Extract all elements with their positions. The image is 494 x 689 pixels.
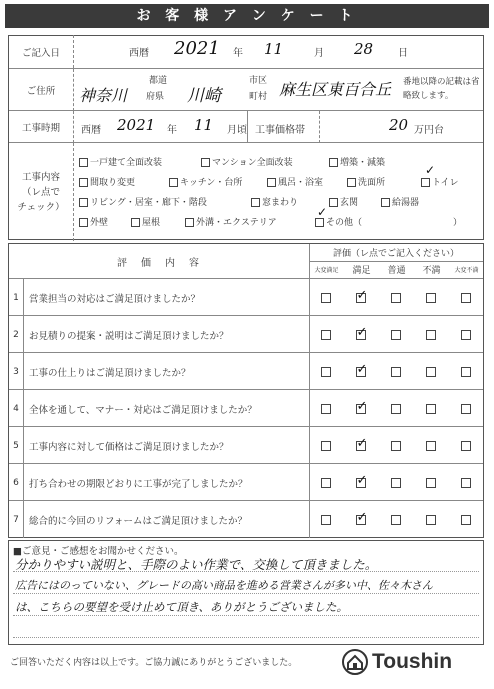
rating-cell <box>309 279 342 316</box>
rating-cell <box>344 316 377 353</box>
other-close-paren: ） <box>453 218 463 228</box>
rating-cell <box>379 464 412 501</box>
question-row <box>9 352 483 390</box>
rating-cell <box>379 501 412 538</box>
rating-checkbox[interactable] <box>321 367 331 377</box>
rating-check-mark: ✓ <box>356 472 368 488</box>
rating-checkbox[interactable] <box>426 441 436 451</box>
rating-neutral: 普通 <box>387 266 406 276</box>
option-toilet[interactable]: トイレ <box>421 175 459 188</box>
question-row <box>9 426 483 464</box>
rating-checkbox[interactable] <box>426 367 436 377</box>
rating-checkbox[interactable] <box>391 330 401 340</box>
comment-line-1: 分かりやすい説明と、手際のよい作業で、交換して頂きました。 <box>15 557 378 572</box>
rating-checkbox[interactable] <box>426 515 436 525</box>
rating-cell <box>414 501 447 538</box>
question-number: 6 <box>9 464 24 501</box>
evaluation-table <box>8 243 484 538</box>
rating-cell <box>379 353 412 390</box>
rating-dissatisfied: 不満 <box>422 266 441 276</box>
entry-date-label: ご記入日 <box>9 35 74 68</box>
option-house[interactable]: 一戸建て全面改装 <box>79 155 162 168</box>
rating-checkbox[interactable] <box>321 404 331 414</box>
rating-checkbox[interactable] <box>461 441 471 451</box>
rating-checkbox[interactable] <box>461 515 471 525</box>
option-layout[interactable]: 間取り変更 <box>79 175 135 188</box>
rating-check-mark: ✓ <box>356 361 368 377</box>
rating-checkbox[interactable] <box>461 293 471 303</box>
work-content-row <box>9 142 483 241</box>
option-extension[interactable]: 増築・減築 <box>329 155 385 168</box>
customer-info-section <box>8 35 484 240</box>
wc-label-3: チェック） <box>17 201 65 213</box>
option-window[interactable]: 窓まわり <box>251 195 298 208</box>
rating-checkbox[interactable] <box>321 330 331 340</box>
rating-cell <box>449 353 482 390</box>
rating-cell <box>449 279 482 316</box>
rating-checkbox[interactable] <box>426 478 436 488</box>
rating-cell <box>379 279 412 316</box>
period-month: 11 <box>194 116 214 134</box>
period-month-unit: 月頃 <box>227 125 247 136</box>
rating-checkbox[interactable] <box>461 330 471 340</box>
rating-cell <box>379 390 412 427</box>
rating-checkbox[interactable] <box>356 435 368 451</box>
brand-logo <box>342 646 484 678</box>
rating-check-mark: ✓ <box>356 435 368 451</box>
rating-satisfied: 満足 <box>352 266 371 276</box>
rating-very-dissatisfied: 大変不満 <box>454 267 479 274</box>
address-city: 川崎 <box>187 86 221 106</box>
address-pref: 神奈川 <box>79 86 128 105</box>
pref-suffix-top: 都道 <box>149 76 168 86</box>
rating-cell <box>344 427 377 464</box>
option-water-heater[interactable]: 給湯器 <box>381 195 419 208</box>
rating-checkbox[interactable] <box>426 330 436 340</box>
question-number: 3 <box>9 353 24 390</box>
option-bath[interactable]: 風呂・浴室 <box>267 175 323 188</box>
rating-cell <box>344 279 377 316</box>
rating-checkbox[interactable] <box>321 478 331 488</box>
question-number: 5 <box>9 427 24 464</box>
house-logo-icon <box>342 649 368 675</box>
rating-cell <box>414 390 447 427</box>
rating-checkbox[interactable] <box>391 441 401 451</box>
rating-cell <box>414 316 447 353</box>
option-exterior-wall[interactable]: 外壁 <box>79 215 108 228</box>
rating-checkbox[interactable] <box>321 515 331 525</box>
price-unit: 万円台 <box>414 125 444 136</box>
address-row <box>9 68 483 111</box>
question-text: 打ち合わせの期限どおりに工事が完了しましたか？ <box>29 478 248 490</box>
wc-label-2: （レ点で <box>21 186 60 198</box>
rating-cell <box>344 353 377 390</box>
question-text: 工事内容に対して価格はご満足頂けましたか？ <box>29 441 229 453</box>
rating-checkbox[interactable] <box>356 472 368 488</box>
rating-cell <box>309 501 342 538</box>
period-year-unit: 年 <box>167 125 177 136</box>
comments-section <box>8 540 484 645</box>
rating-very-satisfied: 大変満足 <box>314 267 339 274</box>
brand-name: Toushin <box>372 650 453 673</box>
rating-cell <box>309 464 342 501</box>
rating-cell <box>414 464 447 501</box>
rating-checkbox[interactable] <box>461 404 471 414</box>
period-era-label: 西暦 <box>81 125 101 136</box>
rating-checkbox[interactable] <box>391 515 401 525</box>
entry-month: 11 <box>264 40 284 58</box>
rating-checkbox[interactable] <box>321 293 331 303</box>
comment-line-3: は、こちらの要望を受け止めて頂き、ありがとうございました。 <box>15 600 349 614</box>
comments-label: ■ご意見・ご感想をお聞かせください。 <box>13 546 184 557</box>
price-value: 20 <box>389 116 409 134</box>
rating-checkbox[interactable] <box>461 478 471 488</box>
rating-cell <box>344 501 377 538</box>
comment-line-2: 広告にはのっていない、グレードの高い商品を進める営業さんが多い中、佐々木さん <box>15 579 433 592</box>
footer-note: ご回答いただく内容は以上です。ご協力誠にありがとうございました。 <box>10 658 298 668</box>
other-check-mark: ✓ <box>317 205 328 219</box>
address-town: 麻生区東百合丘 <box>279 80 392 99</box>
rating-check-mark: ✓ <box>356 398 368 414</box>
question-text: 総合的に今回のリフォームはご満足頂けましたか？ <box>29 515 248 527</box>
rating-cell <box>309 390 342 427</box>
question-text: お見積りの提案・説明はご満足頂けましたか？ <box>29 330 229 342</box>
option-exterior[interactable]: 外溝・エクステリア <box>185 215 277 228</box>
rating-checkbox[interactable] <box>356 287 368 303</box>
rating-check-mark: ✓ <box>356 509 368 525</box>
rating-checkbox[interactable] <box>356 509 368 525</box>
rating-check-mark: ✓ <box>356 324 368 340</box>
question-row <box>9 389 483 427</box>
entry-date-row <box>9 35 483 68</box>
option-washroom[interactable]: 洗面所 <box>347 175 385 188</box>
rating-checkbox[interactable] <box>391 404 401 414</box>
option-kitchen[interactable]: キッチン・台所 <box>169 175 242 188</box>
rating-cell <box>449 501 482 538</box>
rating-cell <box>309 316 342 353</box>
rating-cell <box>344 390 377 427</box>
city-suffix-bottom: 町村 <box>249 92 268 102</box>
period-year: 2021 <box>117 116 156 134</box>
work-period-row <box>9 110 483 143</box>
rating-checkbox[interactable] <box>356 398 368 414</box>
question-number: 7 <box>9 501 24 538</box>
rating-checkbox[interactable] <box>426 404 436 414</box>
rating-cell <box>309 353 342 390</box>
city-suffix-top: 市区 <box>249 76 268 86</box>
rating-cell <box>309 427 342 464</box>
rating-cell <box>414 427 447 464</box>
month-unit: 月 <box>314 48 324 59</box>
rating-checkbox[interactable] <box>356 361 368 377</box>
day-unit: 日 <box>398 48 408 59</box>
option-entrance[interactable]: 玄関 <box>329 195 358 208</box>
question-row <box>9 463 483 501</box>
work-content-label <box>9 143 74 241</box>
option-other[interactable]: その他（ <box>315 215 362 228</box>
rating-cell <box>449 464 482 501</box>
question-row <box>9 278 483 316</box>
question-row <box>9 500 483 538</box>
rating-checkbox[interactable] <box>461 367 471 377</box>
year-unit: 年 <box>233 48 243 59</box>
toilet-check-mark: ✓ <box>425 163 436 177</box>
option-roof[interactable]: 屋根 <box>131 215 160 228</box>
rating-check-mark: ✓ <box>356 287 368 303</box>
rating-cell <box>449 316 482 353</box>
question-number: 4 <box>9 390 24 427</box>
rating-cell <box>379 427 412 464</box>
question-text: 工事の仕上りはご満足頂けましたか？ <box>29 367 191 379</box>
question-text: 営業担当の対応はご満足頂けましたか？ <box>29 293 201 305</box>
rating-cell <box>379 316 412 353</box>
pref-suffix-bottom: 府県 <box>146 92 165 102</box>
question-text: 全体を通して、マナー・対応はご満足頂けましたか？ <box>29 404 257 416</box>
rating-checkbox[interactable] <box>426 293 436 303</box>
question-number: 1 <box>9 279 24 316</box>
rating-checkbox[interactable] <box>391 478 401 488</box>
question-number: 2 <box>9 316 24 353</box>
rating-checkbox[interactable] <box>391 367 401 377</box>
address-label: ご住所 <box>9 69 74 111</box>
eval-header-content: 評 価 内 容 <box>117 257 201 269</box>
work-period-label: 工事時期 <box>9 111 74 143</box>
rating-cell <box>414 353 447 390</box>
eval-header-rating: 評価（レ点でご記入ください） <box>309 244 483 262</box>
rating-cell <box>449 390 482 427</box>
rating-checkbox[interactable] <box>356 324 368 340</box>
rating-cell <box>449 427 482 464</box>
entry-era-label: 西暦 <box>129 48 149 59</box>
wc-label-1: 工事内容 <box>21 171 60 183</box>
rating-cell <box>344 464 377 501</box>
option-living[interactable]: リビング・居室・廊下・階段 <box>79 195 207 208</box>
rating-checkbox[interactable] <box>321 441 331 451</box>
price-label: 工事価格帯 <box>255 125 305 136</box>
address-note: 番地以降の記載は省略致します。 <box>403 77 480 101</box>
question-row <box>9 315 483 353</box>
rating-checkbox[interactable] <box>391 293 401 303</box>
rating-cell <box>414 279 447 316</box>
entry-day: 28 <box>354 40 374 58</box>
entry-year: 2021 <box>174 38 220 59</box>
survey-title: お 客 様 ア ン ケ ー ト <box>5 4 489 28</box>
option-mansion[interactable]: マンション全面改装 <box>201 155 293 168</box>
